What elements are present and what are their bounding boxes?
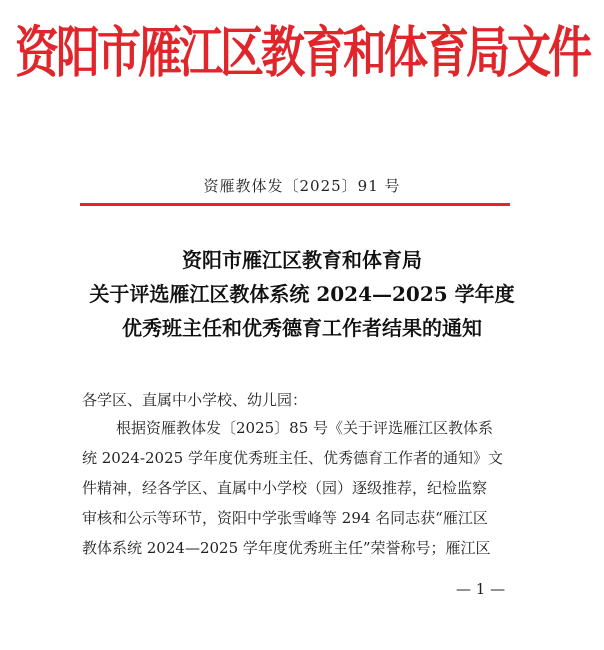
body-line-1: 根据资雁教体发〔2025〕85 号《关于评选雁江区教体系 [116, 419, 494, 437]
red-header-title: 资阳市雁江区教育和体育局文件 [15, 21, 589, 85]
body-line-2: 统 2024-2025 学年度优秀班主任、优秀德育工作者的通知》文 [82, 449, 503, 467]
body-line-3: 件精神，经各学区、直属中小学校（园）逐级推荐，纪检监察 [82, 479, 488, 497]
title-line-1: 资阳市雁江区教育和体育局 [182, 248, 422, 272]
red-divider-line [80, 203, 510, 206]
document-number: 资雁教体发〔2025〕91 号 [203, 177, 401, 195]
page-number: — 1 — [456, 580, 506, 598]
body-line-5: 教体系统 2024—2025 学年度优秀班主任”荣誉称号；雁江区 [82, 539, 491, 557]
body-line-4: 审核和公示等环节，资阳中学张雪峰等 294 名同志获“雁江区 [82, 509, 488, 527]
title-line-3: 优秀班主任和优秀德育工作者结果的通知 [122, 316, 482, 340]
salutation: 各学区、直属中小学校、幼儿园： [82, 391, 308, 409]
title-line-2: 关于评选雁江区教体系统 2024—2025 学年度 [89, 282, 515, 306]
notice-title [0, 243, 604, 345]
body-paragraph [82, 413, 514, 563]
